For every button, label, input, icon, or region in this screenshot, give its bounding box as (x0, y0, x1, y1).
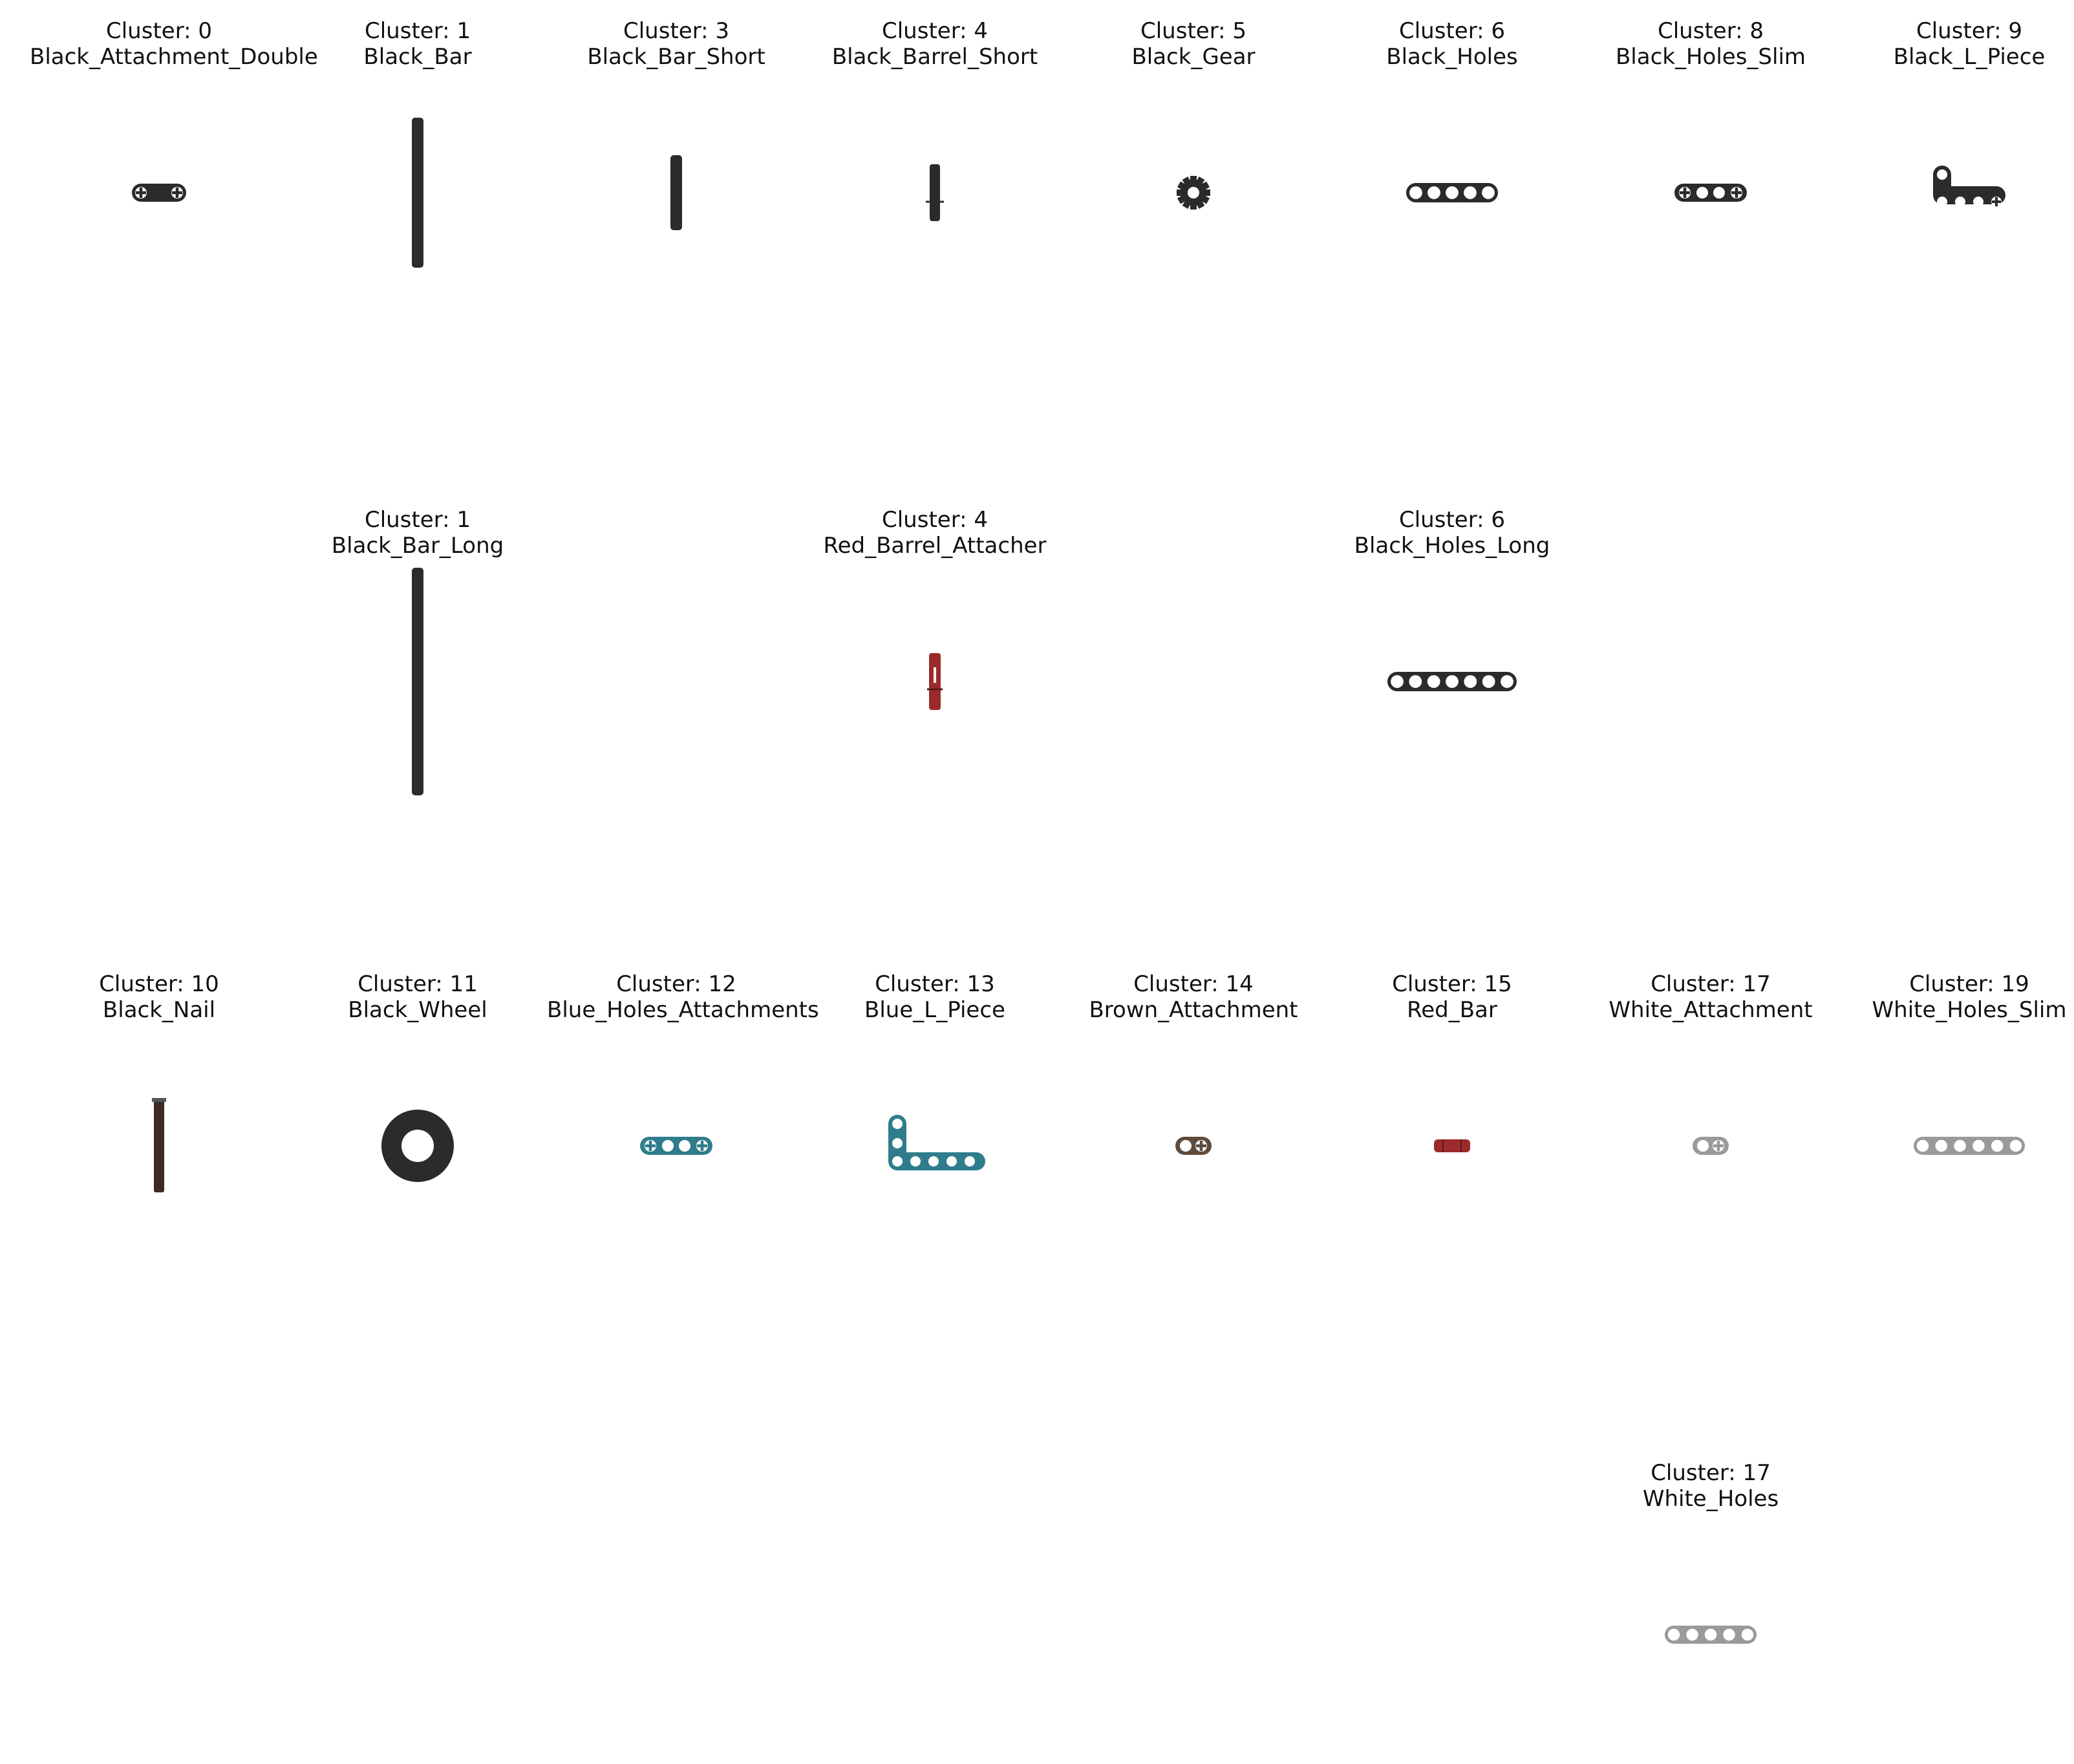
cluster-cell (1840, 971, 2074, 1023)
cluster-cell (1323, 971, 1581, 1023)
white-beam-icon (1581, 1505, 1840, 1764)
cluster-cell (806, 971, 1064, 1023)
cluster-id: Cluster: 3 (623, 18, 729, 44)
cluster-id: Cluster: 17 (1651, 971, 1771, 997)
part-name: Blue_Holes_Attachments (547, 997, 819, 1023)
blue-beam-icon (547, 1016, 806, 1275)
cluster-cell (288, 971, 547, 1023)
black-double-attachment-icon (30, 63, 288, 322)
part-name: Black_Nail (102, 997, 216, 1023)
red-barrel-icon (806, 552, 1064, 811)
part-name: Black_Holes_Long (1354, 533, 1550, 559)
cluster-id: Cluster: 5 (1140, 18, 1246, 44)
cluster-cell (1581, 1460, 1840, 1512)
cluster-id: Cluster: 13 (875, 971, 995, 997)
white-slim-beam-icon (1840, 1016, 2074, 1275)
cluster-cell (288, 507, 547, 559)
cluster-id: Cluster: 1 (365, 507, 471, 533)
cluster-cell (547, 971, 819, 1023)
part-name: Black_Wheel (348, 997, 487, 1023)
brown-attachment-icon (1064, 1016, 1323, 1275)
part-name: White_Holes (1642, 1486, 1779, 1512)
part-name: Black_Barrel_Short (831, 44, 1038, 70)
part-name: Black_Gear (1131, 44, 1256, 70)
cluster-cell (1064, 971, 1323, 1023)
cluster-id: Cluster: 14 (1133, 971, 1254, 997)
cluster-cell (1840, 18, 2074, 70)
cluster-cell (547, 18, 806, 70)
cluster-id: Cluster: 1 (365, 18, 471, 44)
cluster-id: Cluster: 8 (1658, 18, 1764, 44)
black-nail-icon (30, 1016, 288, 1275)
cluster-cell (288, 18, 547, 70)
white-attachment-icon (1581, 1016, 1840, 1275)
cluster-cell (806, 507, 1064, 559)
cluster-id: Cluster: 6 (1399, 18, 1505, 44)
cluster-id: Cluster: 6 (1399, 507, 1505, 533)
part-name: Brown_Attachment (1089, 997, 1298, 1023)
part-name: Red_Barrel_Attacher (823, 533, 1047, 559)
cluster-id: Cluster: 12 (616, 971, 736, 997)
cluster-id: Cluster: 17 (1651, 1460, 1771, 1486)
part-name: Blue_L_Piece (864, 997, 1005, 1023)
cluster-cell (1064, 18, 1323, 70)
black-long-bar-icon (288, 552, 547, 811)
black-bar-icon (288, 63, 547, 322)
cluster-id: Cluster: 15 (1392, 971, 1512, 997)
cluster-cell (1581, 971, 1840, 1023)
cluster-id: Cluster: 4 (882, 507, 988, 533)
black-wheel-icon (288, 1016, 547, 1275)
part-name: Black_Bar_Long (331, 533, 504, 559)
cluster-id: Cluster: 0 (106, 18, 212, 44)
red-bar-icon (1323, 1016, 1581, 1275)
cluster-cell (1581, 18, 1840, 70)
cluster-cell (1323, 18, 1581, 70)
part-name: Black_Attachment_Double (30, 44, 318, 70)
cluster-id: Cluster: 9 (1916, 18, 2022, 44)
cluster-cell (30, 18, 318, 70)
black-long-beam-icon (1323, 552, 1581, 811)
black-l-piece-icon (1840, 63, 2074, 322)
cluster-id: Cluster: 4 (882, 18, 988, 44)
part-name: White_Attachment (1609, 997, 1813, 1023)
black-gear-icon (1064, 63, 1323, 322)
blue-l-piece-icon (806, 1016, 1064, 1275)
part-name: Black_Holes_Slim (1615, 44, 1806, 70)
black-beam-holes-icon (1323, 63, 1581, 322)
cluster-cell (30, 971, 288, 1023)
part-name: Black_Holes (1386, 44, 1518, 70)
cluster-id: Cluster: 10 (99, 971, 219, 997)
cluster-id: Cluster: 19 (1909, 971, 2029, 997)
black-slim-beam-icon (1581, 63, 1840, 322)
cluster-cell (1323, 507, 1581, 559)
black-barrel-icon (806, 63, 1064, 322)
part-name: Black_L_Piece (1893, 44, 2046, 70)
part-name: White_Holes_Slim (1872, 997, 2067, 1023)
cluster-cell (806, 18, 1064, 70)
part-name: Red_Bar (1407, 997, 1497, 1023)
black-short-bar-icon (547, 63, 806, 322)
part-name: Black_Bar_Short (587, 44, 765, 70)
part-name: Black_Bar (363, 44, 472, 70)
cluster-id: Cluster: 11 (358, 971, 478, 997)
